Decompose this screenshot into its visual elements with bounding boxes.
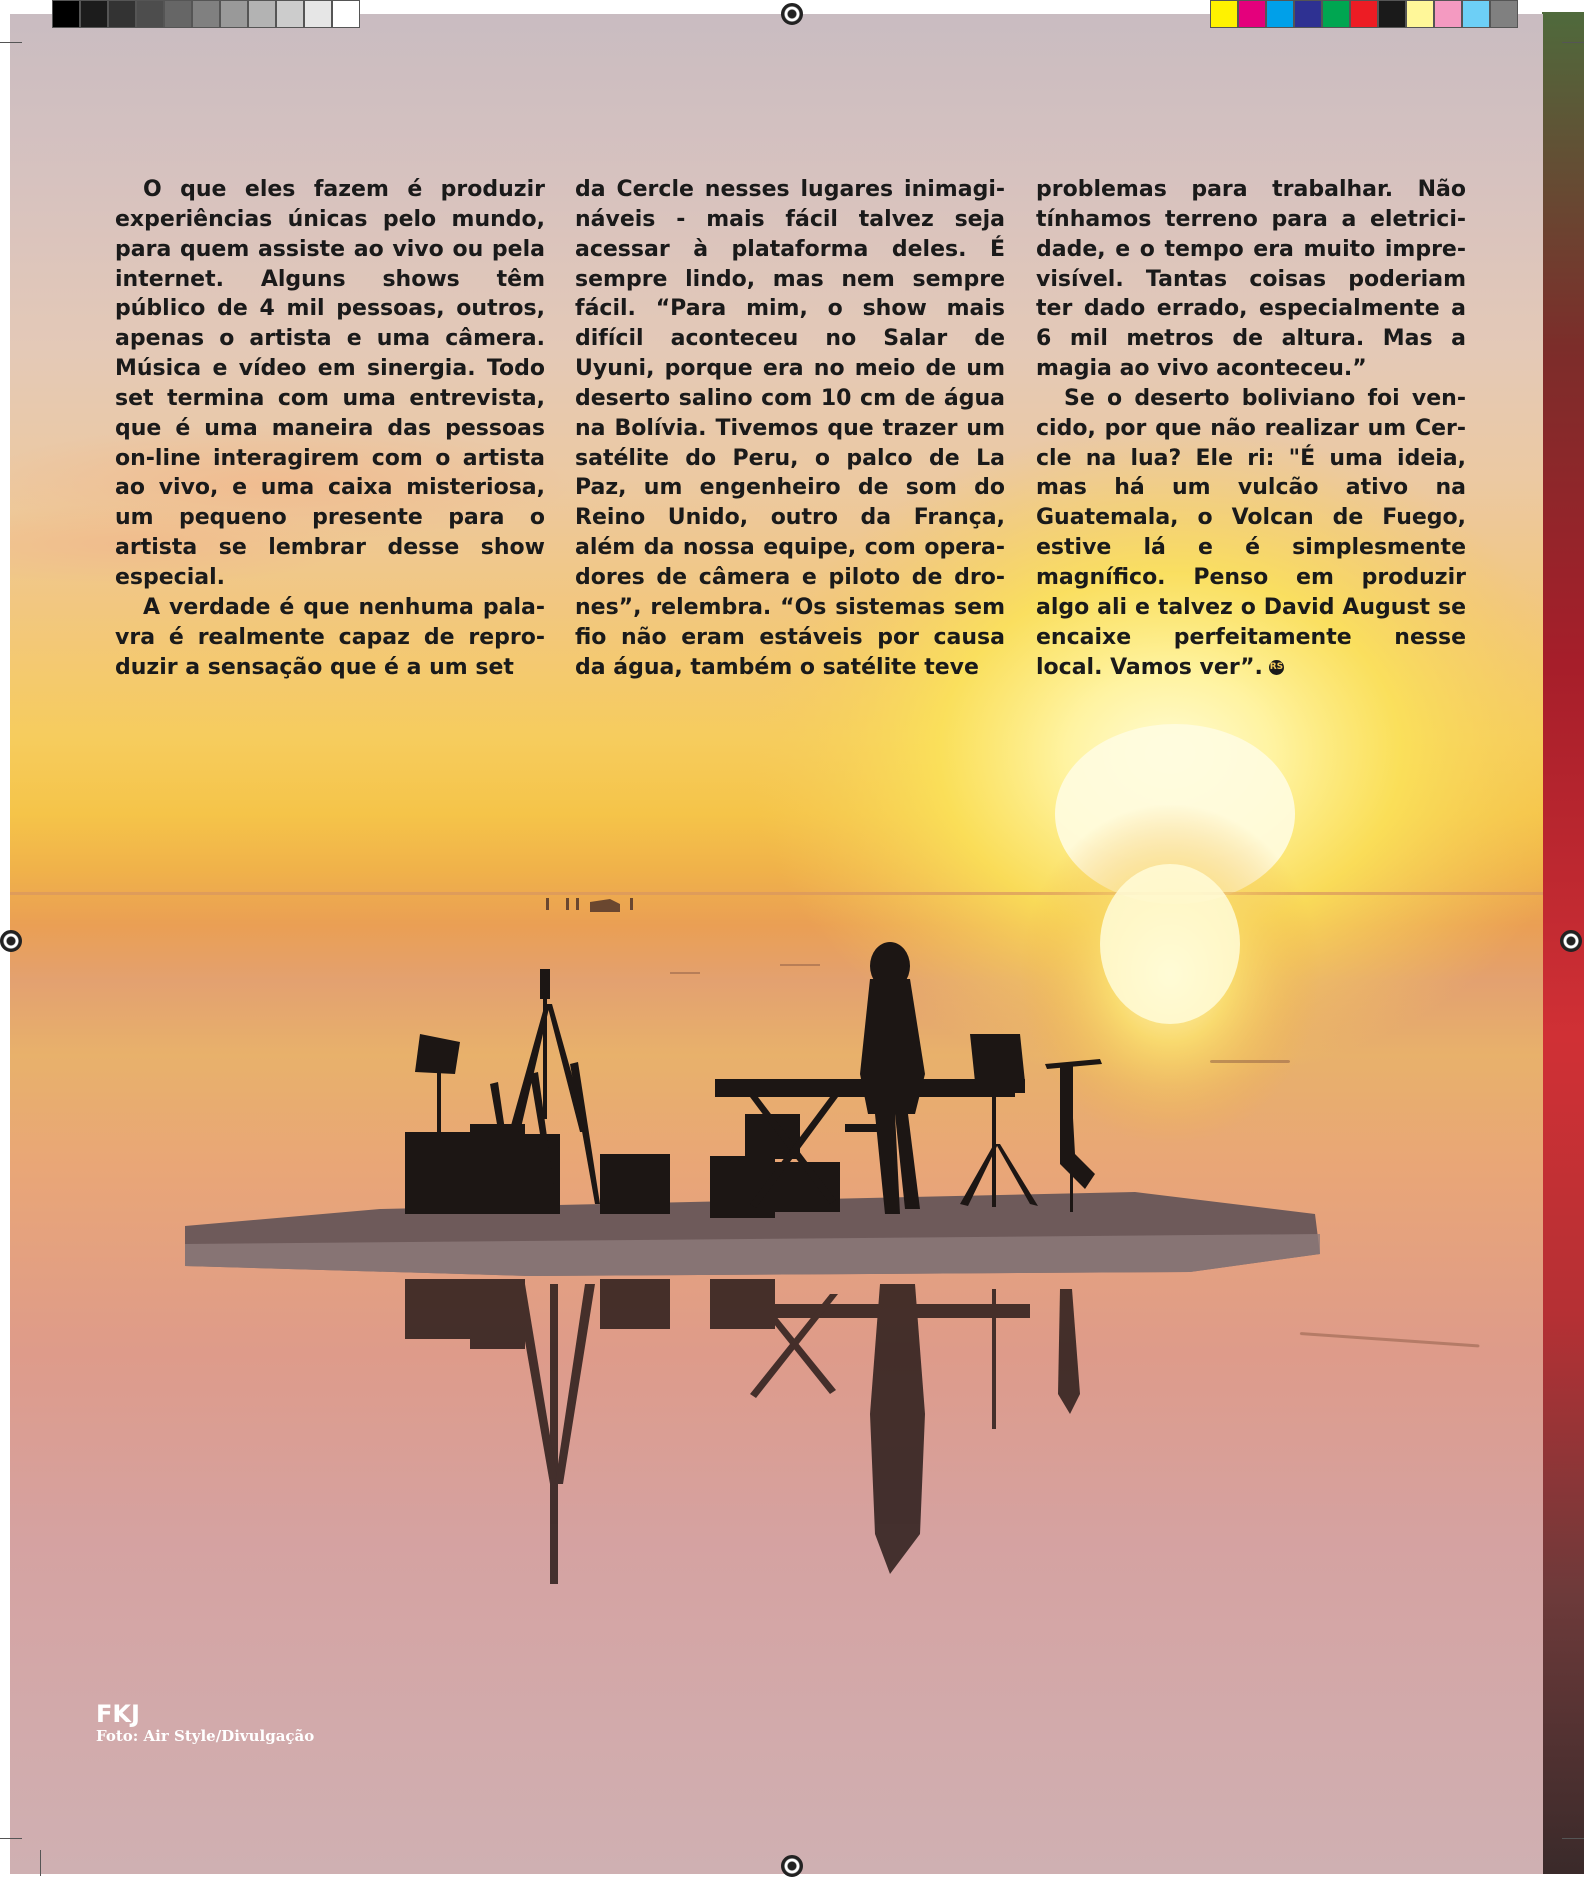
- crop-mark-icon: [0, 1838, 22, 1839]
- article-paragraph-text: Se o deserto boliviano foi vencido, por que não realizar um Cercle na lua? Ele ri: "É uma ideia, mas há um vulcão ativo na Guatemala, o Volcan de Fuego, estive lá e é simplesmente magnífico. Penso em produzir algo ali e talvez o David August se encaixe perfeitamente nesse local. Vamos ver”.: [1036, 385, 1466, 680]
- calibration-swatch: [1266, 0, 1294, 28]
- article-paragraph: da Cercle nesses lugares inimagináveis - mais fácil talvez seja acessar à plataforma deles. É sempre lindo, mas nem sempre fácil. “Para mim, o show mais difícil aconteceu no Salar de Uyuni, porque era no meio de um deserto salino com 10 cm de água na Bolívia. Tivemos que trazer um satélite do Peru, o palco de La Paz, um engenheiro de som do Reino Unido, outro da França, além da nossa equipe, com operadores de câmera e piloto de drones”, relembra. “Os sistemas sem fio não eram estáveis por causa da água, também o satélite teve: [575, 177, 1005, 680]
- article-paragraph: A verdade é que nenhuma palavra é realmente capaz de reproduzir a sensação que é a um set: [115, 594, 545, 680]
- calibration-swatch: [304, 0, 332, 28]
- color-calibration-bar: [1210, 0, 1518, 28]
- article-column-2: [575, 175, 1005, 682]
- calibration-swatch: [1238, 0, 1266, 28]
- crop-mark-icon: [1562, 42, 1584, 43]
- calibration-swatch: [1350, 0, 1378, 28]
- calibration-swatch: [136, 0, 164, 28]
- registration-mark-icon: [781, 3, 803, 25]
- calibration-swatch: [332, 0, 360, 28]
- end-of-article-icon: RS: [1269, 660, 1284, 675]
- article-paragraph: problemas para trabalhar. Não tínhamos terreno para a eletricidade, e o tempo era muito imprevisível. Tantas coisas poderiam ter dado errado, especialmente a 6 mil metros de altura. Mas a magia ao vivo aconteceu.”: [1036, 177, 1466, 382]
- calibration-swatch: [1406, 0, 1434, 28]
- article-paragraph: O que eles fazem é produzir experiências únicas pelo mundo, para quem assiste ao vivo ou pela internet. Alguns shows têm público de 4 mil pessoas, outros, apenas o artista e uma câmera. Música e vídeo em sinergia. Todo set termina com uma entrevista, que é uma maneira das pessoas on-line interagirem com o artista ao vivo, e uma caixa misteriosa, um pequeno presente para o artista se lembrar desse show especial.: [115, 177, 545, 590]
- calibration-swatch: [1462, 0, 1490, 28]
- calibration-swatch: [1490, 0, 1518, 28]
- registration-mark-icon: [781, 1855, 803, 1877]
- calibration-swatch: [220, 0, 248, 28]
- calibration-swatch: [164, 0, 192, 28]
- sun-reflection-core: [1100, 864, 1240, 1024]
- calibration-swatch: [80, 0, 108, 28]
- registration-mark-icon: [1560, 930, 1582, 952]
- calibration-swatch: [276, 0, 304, 28]
- crop-mark-icon: [0, 42, 22, 43]
- calibration-swatch: [248, 0, 276, 28]
- crop-mark-icon: [1562, 1838, 1584, 1839]
- article-column-3: [1036, 175, 1466, 682]
- article-paragraph-final: [1036, 384, 1466, 682]
- calibration-swatch: [1210, 0, 1238, 28]
- calibration-swatch: [1378, 0, 1406, 28]
- horizon-line: [10, 892, 1543, 895]
- stage-reflection: [405, 1279, 1080, 1584]
- calibration-swatch: [1294, 0, 1322, 28]
- crop-mark-icon: [40, 1850, 41, 1876]
- photo-caption-title: FKJ: [96, 1700, 140, 1728]
- article-column-1: [115, 175, 545, 682]
- calibration-swatch: [108, 0, 136, 28]
- registration-mark-icon: [0, 930, 22, 952]
- gray-calibration-bar: [52, 0, 360, 28]
- calibration-swatch: [1434, 0, 1462, 28]
- calibration-swatch: [1322, 0, 1350, 28]
- calibration-swatch: [52, 0, 80, 28]
- calibration-swatch: [192, 0, 220, 28]
- distant-figures: [546, 898, 633, 912]
- photo-credit: Foto: Air Style/Divulgação: [96, 1727, 315, 1745]
